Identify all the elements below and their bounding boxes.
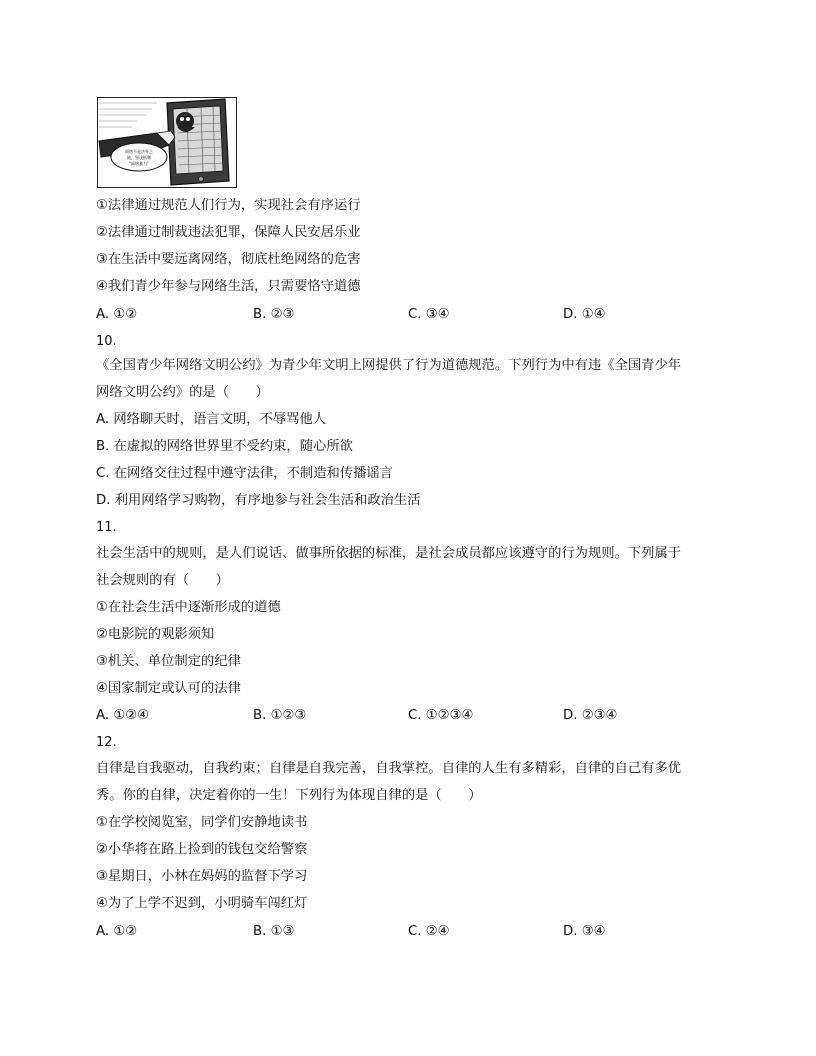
q11-option-d: D. ②③④ [563, 708, 618, 723]
q11-stem-line2: 社会规则的有（ ） [96, 573, 229, 588]
q11-option-b: B. ①②③ [253, 708, 307, 723]
q12-option-b: B. ①③ [253, 924, 295, 939]
q9-item-2: ②法律通过制裁违法犯罪，保障人民安居乐业 [96, 225, 361, 240]
bubble-text-line1: 网络不是法外之 [125, 149, 153, 154]
q9-option-d: D. ①④ [563, 307, 606, 322]
q10-stem-line2: 网络文明公约》的是（ ） [96, 385, 269, 400]
q11-item-2: ②电影院的观影须知 [96, 627, 215, 642]
bubble-text-line2: 地，坚决抵制 [127, 155, 151, 160]
bubble-text-line3: “网络暴力” [128, 161, 150, 166]
q9-item-4: ④我们青少年参与网络生活，只需要恪守道德 [96, 279, 361, 294]
q9-item-1: ①法律通过规范人们行为，实现社会有序运行 [96, 198, 361, 213]
q12-item-3: ③星期日，小林在妈妈的监督下学习 [96, 869, 308, 884]
q11-item-1: ①在社会生活中逐渐形成的道德 [96, 600, 281, 615]
q10-stem-line1: 《全国青少年网络文明公约》为青少年文明上网提供了行为道德规范。下列行为中有违《全国青少年 [96, 358, 682, 373]
q12-option-c: C. ②④ [408, 924, 450, 939]
q9-option-a: A. ①② [96, 307, 138, 322]
q11-number: 11. [96, 520, 117, 535]
q12-option-d: D. ③④ [563, 924, 606, 939]
q9-option-b: B. ②③ [253, 307, 295, 322]
q11-option-c: C. ①②③④ [408, 708, 474, 723]
q12-stem-line2: 秀。你的自律，决定着你的一生！下列行为体现自律的是（ ） [96, 788, 482, 803]
q11-stem-line1: 社会生活中的规则，是人们说话、做事所依据的标准，是社会成员都应该遵守的行为规则。下列属于 [96, 546, 682, 561]
q10-option-b: B. 在虚拟的网络世界里不受约束，随心所欲 [96, 439, 353, 454]
q11-item-4: ④国家制定或认可的法律 [96, 681, 241, 696]
q12-option-a: A. ①② [96, 924, 138, 939]
q9-item-3: ③在生活中要远离网络，彻底杜绝网络的危害 [96, 252, 361, 267]
q9-option-c: C. ③④ [408, 307, 450, 322]
q10-number: 10. [96, 334, 117, 349]
q12-stem-line1: 自律是自我驱动，自我约束；自律是自我完善，自我掌控。自律的人生有多精彩，自律的自己有多优 [96, 761, 682, 776]
q12-number: 12. [96, 735, 117, 750]
q12-item-4: ④为了上学不迟到，小明骑车闯红灯 [96, 896, 308, 911]
q10-option-a: A. 网络聊天时，语言文明，不辱骂他人 [96, 412, 327, 427]
q11-item-3: ③机关、单位制定的纪律 [96, 654, 241, 669]
q10-option-c: C. 在网络交往过程中遵守法律，不制造和传播谣言 [96, 466, 393, 481]
cartoon-illustration [97, 97, 237, 188]
q12-item-1: ①在学校阅览室，同学们安静地读书 [96, 815, 308, 830]
q12-item-2: ②小华将在路上捡到的钱包交给警察 [96, 842, 308, 857]
q10-option-d: D. 利用网络学习购物，有序地参与社会生活和政治生活 [96, 493, 421, 508]
q11-option-a: A. ①②④ [96, 708, 150, 723]
